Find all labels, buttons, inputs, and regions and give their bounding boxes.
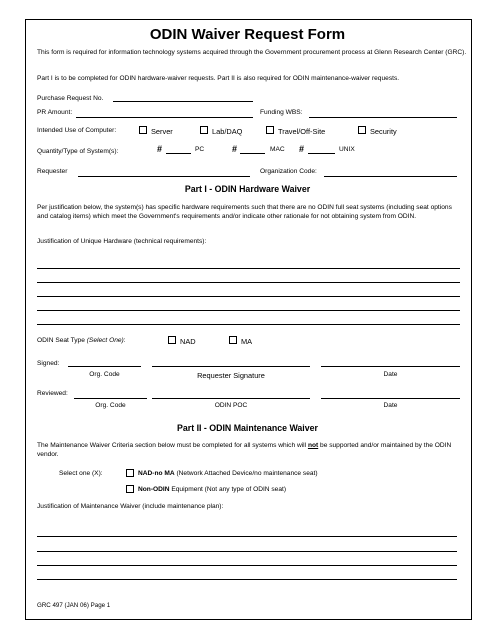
purchase-request-label: Purchase Request No.	[37, 95, 104, 102]
non-odin-description: Equipment (Not any type of ODIN seat)	[169, 486, 287, 493]
maintenance-justification-line-1[interactable]	[37, 536, 457, 537]
part2-heading: Part II - ODIN Maintenance Waiver	[177, 423, 318, 433]
signed-date-label: Date	[383, 371, 398, 378]
nad-checkbox[interactable]	[168, 336, 176, 344]
part2-description	[37, 442, 462, 459]
signed-org-code-field[interactable]	[68, 366, 141, 367]
security-label: Security	[370, 127, 397, 136]
pr-amount-label: PR Amount:	[37, 109, 73, 116]
organization-code-label: Organization Code:	[260, 168, 317, 175]
maintenance-justification-label: Justification of Maintenance Waiver (include maintenance plan):	[37, 503, 224, 510]
maintenance-justification-line-3[interactable]	[37, 565, 457, 566]
nad-no-ma-name: NAD-no MA	[138, 470, 175, 477]
lab-daq-checkbox[interactable]	[200, 126, 208, 134]
seat-type-note: (Select One)	[86, 337, 124, 344]
hardware-justification-line-2[interactable]	[37, 282, 460, 283]
part2-description-end: be supported and/or maintained by the ODIN vendor.	[37, 442, 452, 458]
requester-signature-label: Requester Signature	[197, 371, 265, 380]
form-border	[25, 19, 472, 620]
part2-not-emphasis: not	[307, 442, 319, 449]
intro-parts-note: Part I is to be completed for ODIN hardware-waiver requests. Part II is also required for ODIN maintenance-waiver requests.	[37, 75, 400, 82]
mac-label: MAC	[270, 146, 285, 153]
part1-description: Per justification below, the system(s) has specific hardware requirements such that there are no ODIN full seat systems (including seat options and catalog items) which meet the Government's requirements and/or indicate other rationale for not obtaining system from ODIN.	[37, 204, 452, 220]
select-one-label: Select one (X):	[59, 470, 103, 477]
maintenance-justification-line-2[interactable]	[37, 551, 457, 552]
security-checkbox[interactable]	[358, 126, 366, 134]
reviewed-org-code-field[interactable]	[74, 398, 147, 399]
mac-quantity-field[interactable]	[240, 153, 265, 154]
non-odin-name: Non-ODIN	[138, 486, 170, 493]
server-checkbox[interactable]	[139, 126, 147, 134]
requester-field[interactable]	[78, 176, 250, 177]
seat-type-colon: :	[123, 337, 126, 344]
ma-checkbox[interactable]	[229, 336, 237, 344]
maintenance-justification-line-4[interactable]	[37, 579, 457, 580]
hardware-justification-line-3[interactable]	[37, 296, 460, 297]
funding-wbs-field[interactable]	[309, 117, 457, 118]
quantity-type-label: Quantity/Type of System(s):	[37, 148, 119, 155]
nad-label: NAD	[180, 337, 196, 346]
reviewed-date-label: Date	[383, 402, 398, 409]
unix-label: UNIX	[339, 146, 355, 153]
hardware-justification-line-4[interactable]	[37, 310, 460, 311]
reviewed-date-field[interactable]	[321, 398, 460, 399]
hardware-justification-line-1[interactable]	[37, 268, 460, 269]
travel-offsite-label: Travel/Off-Site	[278, 127, 326, 136]
purchase-request-field[interactable]	[113, 101, 253, 102]
hardware-justification-line-5[interactable]	[37, 324, 460, 325]
part1-heading: Part I - ODIN Hardware Waiver	[184, 184, 311, 194]
travel-offsite-checkbox[interactable]	[266, 126, 274, 134]
intro-paragraph: This form is required for information technology systems acquired through the Government procurement process at Glenn Research Center (GRC).	[37, 49, 467, 56]
pc-quantity-field[interactable]	[166, 153, 191, 154]
nad-no-ma-description: (Network Attached Device/no maintenance seat)	[174, 470, 318, 477]
mac-hash: #	[232, 144, 238, 154]
ma-label: MA	[241, 337, 253, 346]
unix-quantity-field[interactable]	[308, 153, 335, 154]
organization-code-field[interactable]	[324, 176, 457, 177]
pc-hash: #	[157, 144, 163, 154]
unix-hash: #	[299, 144, 305, 154]
part2-description-start: The Maintenance Waiver Criteria section below must be completed for all systems which will	[37, 442, 308, 449]
intended-use-label: Intended Use of Computer:	[37, 127, 117, 134]
odin-poc-field[interactable]	[152, 398, 310, 399]
nad-no-ma-option	[138, 470, 318, 478]
server-label: Server	[151, 127, 173, 136]
requester-signature-field[interactable]	[152, 366, 310, 367]
form-title: ODIN Waiver Request Form	[149, 26, 346, 43]
form-footer: GRC 497 (JAN 06) Page 1	[37, 602, 111, 609]
signed-org-code-label: Org. Code	[89, 371, 120, 378]
funding-wbs-label: Funding WBS:	[260, 109, 303, 116]
reviewed-label: Reviewed:	[37, 390, 68, 397]
signed-date-field[interactable]	[321, 366, 460, 367]
seat-type-text: ODIN Seat Type	[37, 337, 87, 344]
seat-type-label	[37, 337, 126, 345]
nad-no-ma-checkbox[interactable]	[126, 469, 134, 477]
reviewed-org-code-label: Org. Code	[95, 402, 126, 409]
pc-label: PC	[195, 146, 205, 153]
hardware-justification-label: Justification of Unique Hardware (technical requirements):	[37, 238, 207, 245]
requester-label: Requester	[37, 168, 68, 175]
signed-label: Signed:	[37, 360, 60, 367]
non-odin-option	[138, 486, 286, 494]
odin-poc-label: ODIN POC	[214, 402, 248, 409]
lab-daq-label: Lab/DAQ	[212, 127, 243, 136]
pr-amount-field[interactable]	[76, 117, 253, 118]
non-odin-checkbox[interactable]	[126, 485, 134, 493]
